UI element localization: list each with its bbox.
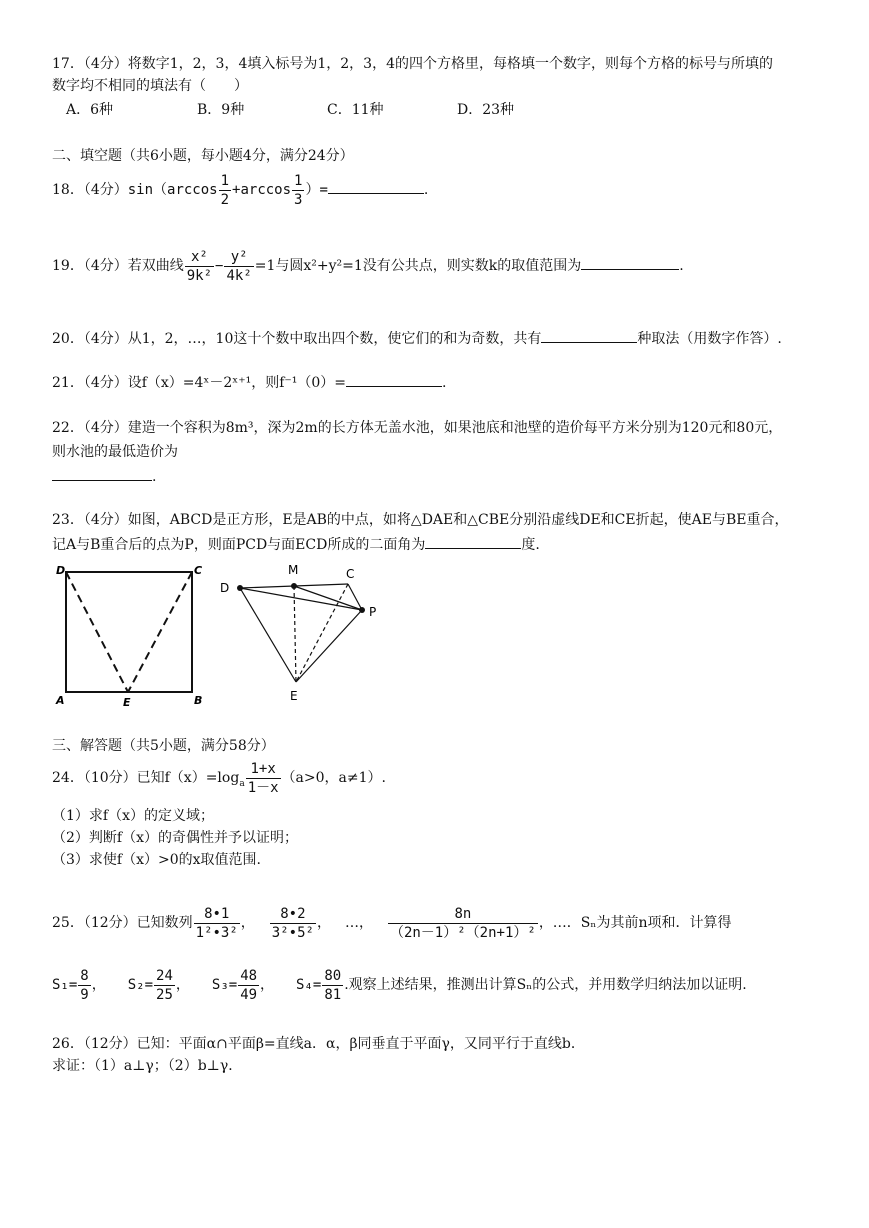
q25-t2-num: 8•2: [270, 905, 316, 924]
point-p: [359, 607, 365, 613]
q17-option-d: D．23种: [457, 102, 515, 118]
q25-s1: [78, 967, 90, 1004]
q24-log-base: a: [239, 778, 245, 789]
q25-s3: [238, 967, 259, 1004]
q24: [52, 756, 386, 806]
q25-s4: [322, 967, 343, 1004]
q19-fraction-1: [185, 248, 214, 285]
q25-s2-den: 25: [156, 986, 173, 1003]
q25-line2: S₁= $\frac{8}{9}$ ， S₂= $\frac{24}{25}$ ， S₃= $\frac{48}{49}$ ， S₄= $\frac{80}{81}$ .观察上述结果，推测出计算Sₙ的公式，并用数学归纳法加以证明.: [52, 967, 747, 1003]
q24-item-3: （3）求使f（x）>0的x取值范围.: [52, 852, 261, 868]
q23-answer-blank[interactable]: [425, 534, 521, 549]
q25-s1-den: 9: [80, 986, 89, 1003]
q24-item-1: （1）求f（x）的定义域；: [52, 808, 214, 824]
q25-tn-den: （2n－1）²（2n+1）²: [389, 924, 536, 941]
q25-prefix: 25．（12分）已知数列: [52, 915, 193, 931]
q25-t1-num: 8•1: [194, 905, 240, 924]
q18-f2-den: 3: [294, 191, 303, 208]
q25-s1-label: S₁=: [52, 977, 78, 993]
square-figure: [50, 560, 210, 710]
point-m: [291, 583, 297, 589]
q18-fraction-1: [219, 172, 231, 209]
q25-s2-label: S₂=: [127, 977, 154, 993]
q19-end: .: [679, 258, 684, 274]
q23-end: 度.: [521, 537, 540, 553]
edge-de: [240, 588, 296, 682]
q18-f1-num: 1: [220, 172, 230, 189]
edge-mp: [294, 586, 362, 610]
label-b: B: [194, 694, 203, 707]
label-e2: E: [290, 689, 298, 703]
q25-s3-den: 49: [240, 986, 258, 1003]
q25-s4-den: 81: [324, 986, 342, 1003]
point-d: [237, 585, 243, 591]
fold-line-ce: [128, 572, 192, 692]
q23-text: 记A与B重合后的点为P，则面PCD与面ECD所成的二面角为: [52, 537, 426, 553]
q24-suffix: （a>0，a≠1）.: [281, 770, 386, 786]
q22-line2: 则水池的最低造价为: [52, 444, 178, 460]
label-c: C: [194, 564, 203, 577]
q18-end: .: [423, 182, 429, 198]
q25-s3-label: S₃=: [211, 977, 238, 993]
q24-den: 1－x: [247, 779, 279, 796]
q19-f1-den: 9k²: [186, 267, 213, 284]
q18-f1-den: 2: [220, 191, 230, 208]
q18: [52, 170, 428, 210]
q19-text: =1与圆x²+y²=1没有公共点，则实数k的取值范围为: [254, 258, 582, 274]
label-d2: D: [220, 581, 230, 595]
q26-line2: 求证：（1）a⊥γ；（2）b⊥γ．: [52, 1058, 243, 1074]
q21: [52, 372, 447, 393]
label-c2: C: [346, 567, 355, 581]
q25-t2-den: 3²•5²: [271, 924, 314, 941]
q25-s4-num: 80: [324, 967, 342, 984]
q17-option-b: B．9种: [197, 102, 245, 118]
q22-line3: [52, 466, 156, 487]
label-m: M: [288, 563, 299, 577]
q23-line2: [52, 534, 540, 555]
q24-num: 1+x: [246, 760, 281, 779]
pyramid-figure: [212, 558, 392, 708]
label-a: A: [56, 694, 65, 707]
q22-line1: 22．（4分）建造一个容积为8m³，深为2m的长方体无盖水池，如果池底和池壁的造价每平方米分别为120元和80元，: [52, 420, 783, 436]
q24-item-2: （2）判断f（x）的奇偶性并予以证明；: [52, 830, 298, 846]
q21-end: .: [442, 375, 447, 391]
q24-fraction: [246, 760, 281, 797]
fold-line-de: [66, 572, 128, 692]
q20: [52, 328, 782, 349]
label-e: E: [123, 696, 131, 709]
section2-heading: 二、填空题（共6小题，每小题4分，满分24分）: [52, 148, 354, 164]
q25-term-n: [388, 905, 538, 942]
q25-tn-num: 8n: [388, 905, 538, 924]
q24-prefix: 24．（10分）已知f（x）=log: [52, 770, 240, 786]
q18-f2-num: 1: [294, 172, 303, 189]
q26-line1: 26．（12分）已知：平面α∩平面β=直线a．α，β同垂直于平面γ，又同平行于直线b．: [52, 1036, 585, 1052]
q17-line2: 数字均不相同的填法有（ ）: [52, 78, 248, 94]
q25-s-tail: 观察上述结果，推测出计算Sₙ的公式，并用数学归纳法加以证明.: [348, 977, 747, 993]
q25-s3-num: 48: [240, 967, 258, 984]
q25-term-1: [194, 905, 240, 942]
q19-answer-blank[interactable]: [581, 255, 679, 270]
q18-answer-blank[interactable]: [328, 179, 424, 194]
edge-me-dashed: [294, 586, 296, 682]
q25-s1-num: 8: [80, 967, 89, 984]
q18-fraction-2: [292, 172, 304, 209]
q19: [52, 244, 684, 288]
q18-suffix: ）=: [305, 182, 328, 198]
q19-f2-num: y²: [224, 248, 253, 267]
label-p: P: [369, 605, 377, 619]
q25-line1: 25．（12分）已知数列 $\frac{8•1}{\text{1²•3²}}$ ， $\frac{8•2}{\text{3²•5²}}$ ， …， $\frac{8n}{\text{（2n－1）²（2n+1）²}}$ ，…．Sₙ为其前n项和．计算得: [52, 905, 732, 941]
q18-sin: sin（arccos: [127, 182, 218, 198]
q20-end: 种取法（用数字作答）.: [637, 331, 782, 347]
q21-text: 21．（4分）设f（x）=4ˣ－2ˣ⁺¹，则f⁻¹（0）=: [52, 375, 347, 391]
q19-f2-den: 4k²: [226, 267, 252, 284]
q20-text: 20．（4分）从1，2，…，10这十个数中取出四个数，使它们的和为奇数，共有: [52, 331, 542, 347]
q17-option-a: A．6种: [66, 102, 114, 118]
q25-dots: …，: [344, 915, 373, 931]
q21-answer-blank[interactable]: [346, 372, 442, 387]
q22-end: .: [152, 469, 157, 485]
q25-t1-den: 1²•3²: [195, 924, 238, 941]
q25-tail: ，…．Sₙ为其前n项和．计算得: [538, 915, 732, 931]
label-d: D: [56, 564, 66, 577]
q25-s2-num: 24: [156, 967, 173, 984]
q18-plus: +arccos: [232, 182, 292, 198]
q25-term-2: [270, 905, 316, 942]
q19-f1-num: x²: [185, 248, 214, 267]
q17-line1: 17．（4分）将数字1，2，3，4填入标号为1，2，3，4的四个方格里，每格填一个数字，则每个方格的标号与所填的: [52, 56, 773, 72]
q23-line1: 23．（4分）如图，ABCD是正方形，E是AB的中点，如将△DAE和△CBE分别沿虚线DE和CE折起，使AE与BE重合，: [52, 512, 789, 528]
q17-option-c: C．11种: [327, 102, 384, 118]
q20-answer-blank[interactable]: [541, 328, 637, 343]
q25-s4-label: S₄=: [296, 977, 322, 993]
q25-s2: [154, 967, 175, 1004]
q19-minus: −: [215, 258, 224, 274]
q19-fraction-2: [224, 248, 253, 285]
q19-prefix: 19．（4分）若双曲线: [52, 258, 184, 274]
q18-prefix: 18．（4分）: [52, 182, 128, 198]
square-outline: [66, 572, 192, 692]
edge-pe: [296, 610, 362, 682]
q22-answer-blank[interactable]: [52, 466, 152, 481]
section3-heading: 三、解答题（共5小题，满分58分）: [52, 738, 275, 754]
